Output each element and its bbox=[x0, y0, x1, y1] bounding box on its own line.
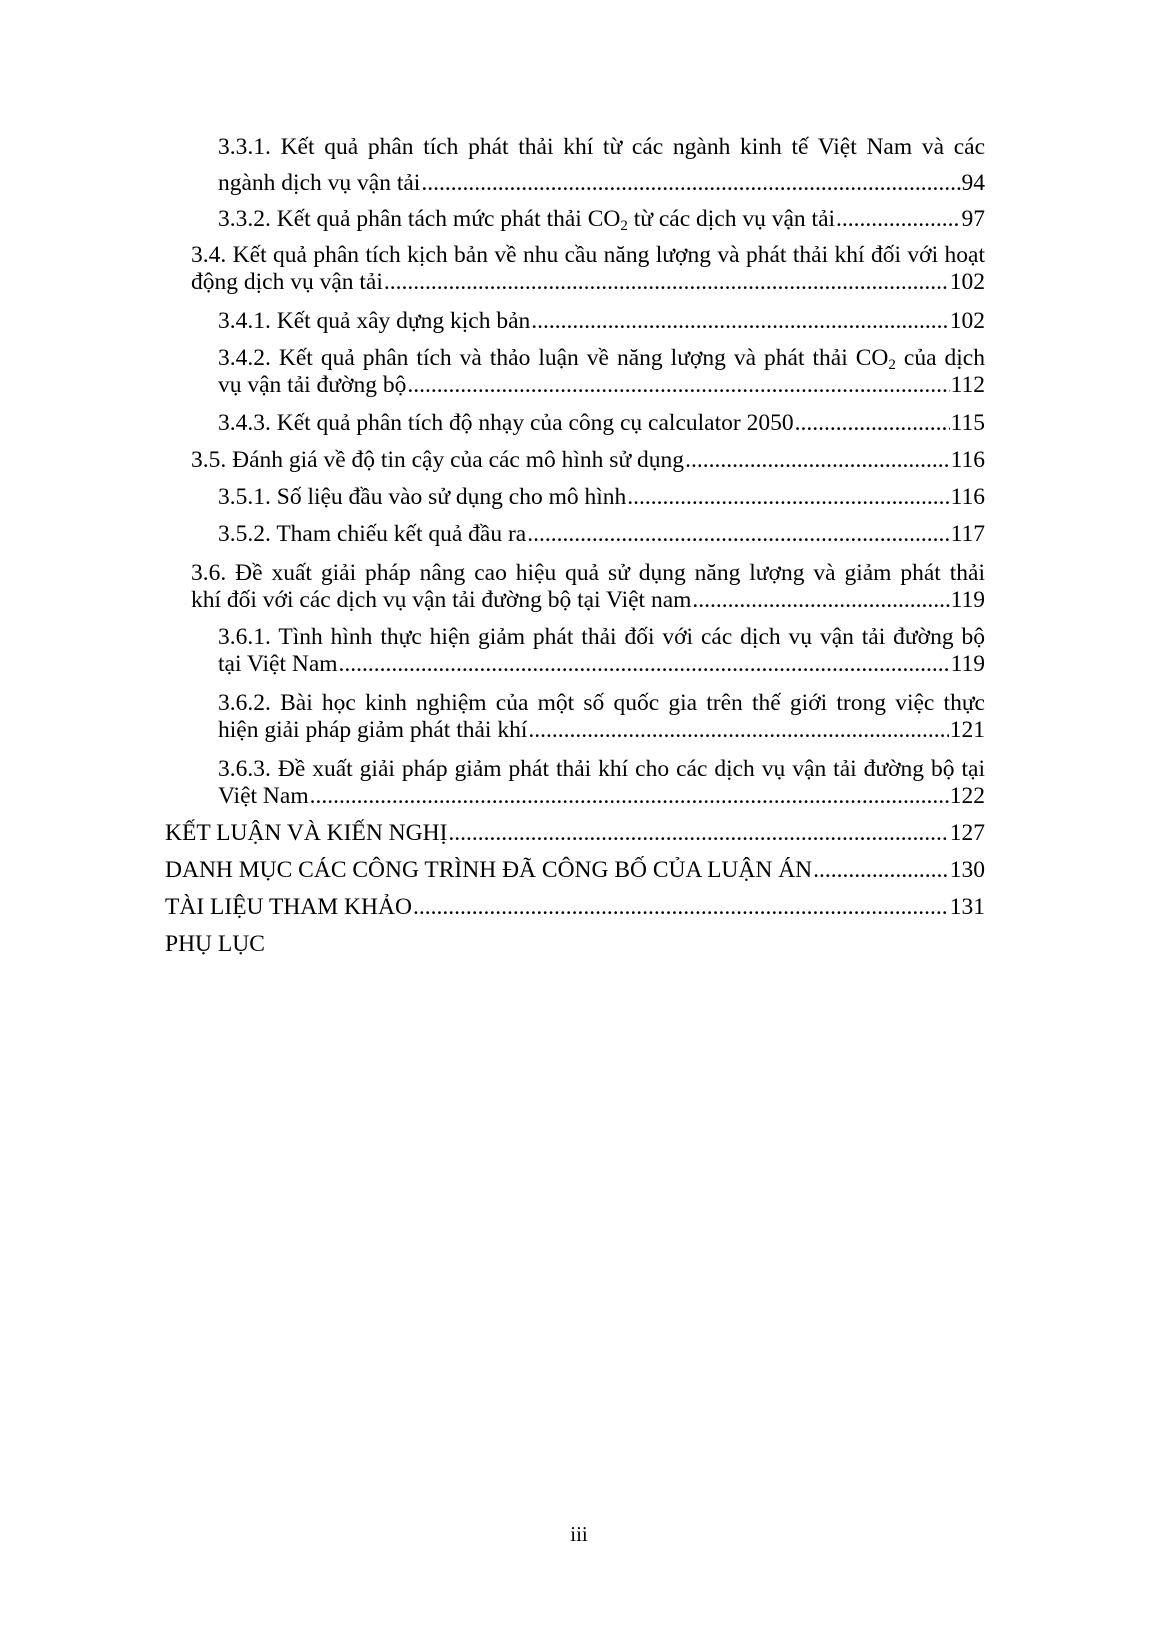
toc-entry-text: PHỤ LỤC bbox=[165, 931, 265, 957]
toc-entry-3-5-2 bbox=[218, 521, 985, 548]
toc-entry-text: TÀI LIỆU THAM KHẢO bbox=[165, 894, 412, 920]
toc-entry-appendix bbox=[165, 931, 985, 958]
toc-page-number: 121 bbox=[949, 717, 985, 743]
toc-page-number: 102 bbox=[949, 269, 985, 295]
toc-page-number: 94 bbox=[961, 170, 985, 196]
leader-dots bbox=[339, 651, 950, 678]
toc-entry-3-5 bbox=[191, 447, 985, 474]
toc-entry-text: 3.4.1. Kết quả xây dựng kịch bản bbox=[218, 308, 531, 334]
toc-page-number: 116 bbox=[950, 484, 985, 510]
toc-page-number: 116 bbox=[950, 447, 985, 473]
toc-entry-text: 3.5.1. Số liệu đầu vào sử dụng cho mô hình bbox=[218, 484, 627, 510]
toc-entry-text: 3.5. Đánh giá về độ tin cậy của các mô hình sử dụng bbox=[191, 447, 685, 473]
toc-page-number: 122 bbox=[949, 783, 985, 809]
toc-entry-3-6-3 bbox=[218, 756, 985, 810]
leader-dots bbox=[310, 783, 949, 810]
toc-entry-3-4-2 bbox=[218, 345, 985, 399]
toc-entry-3-6 bbox=[191, 560, 985, 614]
toc-entry-publications bbox=[165, 857, 985, 884]
toc-entry-text: 3.6.1. Tình hình thực hiện giảm phát thải đối với các dịch vụ vận tải đường bộ bbox=[218, 624, 985, 650]
leader-dots bbox=[407, 372, 949, 399]
toc-entry-conclusion bbox=[165, 820, 985, 847]
page-number: iii bbox=[570, 1522, 588, 1546]
toc-entry-text: 3.3.1. Kết quả phân tích phát thải khí từ các ngành kinh tế Việt Nam và các bbox=[218, 134, 985, 160]
leader-dots bbox=[813, 857, 949, 884]
leader-dots bbox=[836, 206, 960, 233]
toc-entry-references bbox=[165, 894, 985, 921]
leader-dots bbox=[795, 410, 950, 437]
leader-dots bbox=[531, 308, 948, 335]
leader-dots bbox=[528, 717, 948, 744]
toc-entry-text: 3.4.3. Kết quả phân tích độ nhạy của công cụ calculator 2050 bbox=[218, 410, 794, 436]
toc-page-number: 127 bbox=[949, 820, 985, 846]
toc-entry-text: vụ vận tải đường bộ bbox=[218, 372, 407, 398]
toc-entry-text: động dịch vụ vận tải bbox=[191, 269, 383, 295]
toc-entry-text: ngành dịch vụ vận tải bbox=[218, 170, 421, 196]
toc-page-number: 117 bbox=[950, 521, 985, 547]
toc-page-number: 119 bbox=[950, 587, 985, 613]
leader-dots bbox=[448, 820, 948, 847]
toc-entry-text: KẾT LUẬN VÀ KIẾN NGHỊ bbox=[165, 820, 448, 846]
leader-dots bbox=[421, 170, 960, 197]
toc-page-number: 119 bbox=[950, 651, 985, 677]
toc-entry-text: 3.5.2. Tham chiếu kết quả đầu ra bbox=[218, 521, 527, 547]
toc-entry-text: 3.6. Đề xuất giải pháp nâng cao hiệu quả sử dụng năng lượng và giảm phát thải bbox=[191, 560, 985, 586]
toc-entry-3-5-1 bbox=[218, 484, 985, 511]
toc-entry-3-4 bbox=[191, 242, 985, 296]
leader-dots bbox=[692, 587, 949, 614]
toc-entry-text: 3.3.2. Kết quả phân tách mức phát thải $CO_2$ từ các dịch vụ vận tải bbox=[218, 206, 836, 234]
toc-page-number: 102 bbox=[949, 308, 985, 334]
toc-entry-text: 3.6.3. Đề xuất giải pháp giảm phát thải khí cho các dịch vụ vận tải đường bộ tại bbox=[218, 756, 985, 782]
toc-entry-text: Việt Nam bbox=[218, 783, 309, 809]
toc-page-number: 131 bbox=[949, 894, 985, 920]
toc-entry-3-4-3 bbox=[218, 410, 985, 437]
toc-page-number: 130 bbox=[949, 857, 985, 883]
leader-dots bbox=[627, 484, 949, 511]
toc-entry-3-3-2 bbox=[218, 206, 985, 233]
toc-page-number: 112 bbox=[950, 372, 985, 398]
toc-entry-text: 3.4. Kết quả phân tích kịch bản về nhu cầu năng lượng và phát thải khí đối với hoạt bbox=[191, 242, 985, 268]
toc-entry-text: khí đối với các dịch vụ vận tải đường bộ tại Việt nam bbox=[191, 587, 692, 613]
leader-dots bbox=[413, 894, 949, 921]
toc-entry-3-4-1 bbox=[218, 308, 985, 335]
leader-dots bbox=[685, 447, 950, 474]
leader-dots bbox=[384, 269, 949, 296]
toc-entry-3-3-1 bbox=[218, 134, 985, 197]
toc-page-number: 97 bbox=[961, 206, 985, 232]
toc-page-number: 115 bbox=[950, 410, 985, 436]
toc-entry-text: 3.6.2. Bài học kinh nghiệm của một số quốc gia trên thế giới trong việc thực bbox=[218, 690, 985, 716]
toc-entry-text: 3.4.2. Kết quả phân tích và thảo luận về năng lượng và phát thải $CO_2$ của dịch bbox=[218, 345, 985, 372]
toc-entry-3-6-2 bbox=[218, 690, 985, 744]
toc-entry-text: DANH MỤC CÁC CÔNG TRÌNH ĐÃ CÔNG BỐ CỦA LUẬN ÁN bbox=[165, 857, 813, 883]
toc-entry-3-6-1 bbox=[218, 624, 985, 678]
toc-entry-text: hiện giải pháp giảm phát thải khí bbox=[218, 717, 528, 743]
leader-dots bbox=[527, 521, 949, 548]
toc-entry-text: tại Việt Nam bbox=[218, 651, 338, 677]
